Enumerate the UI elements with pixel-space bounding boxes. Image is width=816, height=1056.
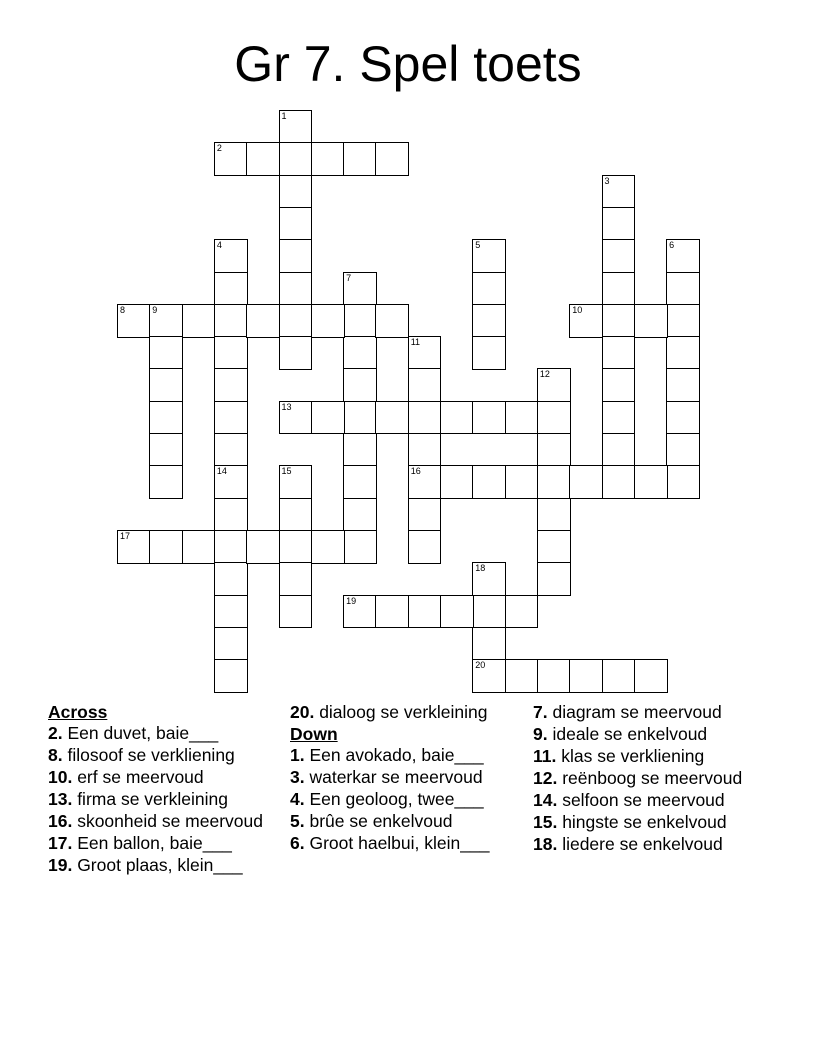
- cell-number: 15: [281, 466, 292, 477]
- grid-cell[interactable]: [279, 304, 313, 338]
- grid-cell[interactable]: [408, 465, 442, 499]
- grid-cell[interactable]: [279, 175, 313, 209]
- clues-column-1: [48, 702, 280, 877]
- grid-cell[interactable]: [602, 304, 636, 338]
- clue-text: Een ballon, baie___: [72, 833, 232, 853]
- grid-cell[interactable]: [408, 368, 442, 402]
- cell-number: 20: [475, 660, 486, 671]
- grid-cell[interactable]: [279, 239, 313, 273]
- grid-cell[interactable]: [343, 368, 377, 402]
- clue-number: 2.: [48, 723, 63, 743]
- down-clue: [290, 767, 510, 787]
- grid-cell[interactable]: [214, 627, 248, 661]
- clue-number: 3.: [290, 767, 305, 787]
- grid-cell[interactable]: [408, 401, 442, 435]
- grid-cell[interactable]: [408, 498, 442, 532]
- grid-cell[interactable]: [666, 304, 700, 338]
- grid-cell[interactable]: [537, 562, 571, 596]
- down-clue: [533, 768, 773, 788]
- grid-cell[interactable]: [279, 465, 313, 499]
- down-clue: [533, 702, 773, 722]
- clue-number: 12.: [533, 768, 558, 788]
- grid-cell[interactable]: [375, 304, 409, 338]
- clue-number: 7.: [533, 702, 548, 722]
- grid-cell[interactable]: [182, 304, 216, 338]
- grid-cell[interactable]: [408, 530, 442, 564]
- grid-cell[interactable]: [440, 401, 474, 435]
- grid-cell[interactable]: [472, 465, 506, 499]
- grid-cell[interactable]: [279, 562, 313, 596]
- grid-cell[interactable]: [149, 433, 183, 467]
- grid-cell[interactable]: [214, 530, 248, 564]
- grid-cell[interactable]: [666, 368, 700, 402]
- grid-cell[interactable]: [472, 304, 506, 338]
- cell-number: 2: [216, 143, 222, 154]
- cell-number: 9: [152, 304, 158, 315]
- grid-cell[interactable]: [279, 401, 313, 435]
- grid-cell[interactable]: [505, 659, 539, 693]
- cell-number: 18: [475, 563, 486, 574]
- clue-text: erf se meervoud: [72, 767, 204, 787]
- grid-cell[interactable]: [311, 304, 345, 338]
- grid-cell[interactable]: [343, 595, 377, 629]
- grid-cell[interactable]: [666, 272, 700, 306]
- clue-text: selfoon se meervoud: [557, 790, 725, 810]
- grid-cell[interactable]: [569, 304, 603, 338]
- grid-cell[interactable]: [246, 142, 280, 176]
- grid-cell[interactable]: [214, 142, 248, 176]
- clue-number: 18.: [533, 834, 558, 854]
- grid-cell[interactable]: [408, 595, 442, 629]
- down-clue: [533, 746, 773, 766]
- grid-cell[interactable]: [279, 272, 313, 306]
- grid-cell[interactable]: [602, 175, 636, 209]
- cell-number: 19: [346, 595, 357, 606]
- clue-number: 17.: [48, 833, 73, 853]
- grid-cell[interactable]: [214, 465, 248, 499]
- grid-cell[interactable]: [537, 368, 571, 402]
- across-clue: [48, 833, 280, 853]
- grid-cell[interactable]: [343, 142, 377, 176]
- clue-text: diagram se meervoud: [547, 702, 722, 722]
- clue-text: reënboog se meervoud: [557, 768, 743, 788]
- grid-cell[interactable]: [214, 401, 248, 435]
- clue-text: firma se verkleining: [72, 789, 228, 809]
- grid-cell[interactable]: [279, 142, 313, 176]
- clue-number: 1.: [290, 745, 305, 765]
- clue-text: filosoof se verkliening: [62, 745, 235, 765]
- grid-cell[interactable]: [505, 595, 539, 629]
- down-clue: [290, 745, 510, 765]
- clue-text: Een geoloog, twee___: [304, 789, 484, 809]
- grid-cell[interactable]: [149, 304, 183, 338]
- grid-cell[interactable]: [343, 530, 377, 564]
- grid-cell[interactable]: [440, 595, 474, 629]
- grid-cell[interactable]: [149, 368, 183, 402]
- clue-text: klas se verkliening: [556, 746, 705, 766]
- grid-cell[interactable]: [279, 110, 313, 144]
- grid-cell[interactable]: [149, 530, 183, 564]
- across-clue: [48, 767, 280, 787]
- clue-number: 16.: [48, 811, 73, 831]
- cell-number: 5: [475, 240, 481, 251]
- grid-cell[interactable]: [246, 304, 280, 338]
- grid-cell[interactable]: [408, 336, 442, 370]
- grid-cell[interactable]: [440, 465, 474, 499]
- grid-cell[interactable]: [537, 498, 571, 532]
- clue-text: hingste se enkelvoud: [557, 812, 727, 832]
- grid-cell[interactable]: [472, 272, 506, 306]
- clue-number: 14.: [533, 790, 558, 810]
- grid-cell[interactable]: [602, 207, 636, 241]
- page-title: Gr 7. Spel toets: [234, 36, 582, 92]
- grid-cell[interactable]: [569, 659, 603, 693]
- grid-cell[interactable]: [602, 272, 636, 306]
- clue-number: 8.: [48, 745, 63, 765]
- down-clue: [533, 790, 773, 810]
- down-heading: Down: [290, 724, 338, 744]
- grid-cell[interactable]: [602, 433, 636, 467]
- clue-number: 20.: [290, 702, 315, 722]
- grid-cell[interactable]: [279, 530, 313, 564]
- grid-cell[interactable]: [602, 336, 636, 370]
- clue-number: 4.: [290, 789, 305, 809]
- grid-cell[interactable]: [149, 465, 183, 499]
- grid-cell[interactable]: [117, 304, 151, 338]
- clue-number: 19.: [48, 855, 73, 875]
- grid-cell[interactable]: [117, 530, 151, 564]
- grid-cell[interactable]: [149, 336, 183, 370]
- grid-cell[interactable]: [472, 562, 506, 596]
- across-clue: [48, 723, 280, 743]
- clue-text: ideale se enkelvoud: [547, 724, 708, 744]
- grid-cell[interactable]: [505, 465, 539, 499]
- clues-column-3: [533, 702, 773, 856]
- cell-number: 7: [346, 272, 352, 283]
- grid-cell[interactable]: [472, 627, 506, 661]
- grid-cell[interactable]: [214, 272, 248, 306]
- clue-text: dialoog se verkleining: [314, 702, 488, 722]
- clue-number: 6.: [290, 833, 305, 853]
- grid-cell[interactable]: [279, 207, 313, 241]
- grid-cell[interactable]: [602, 368, 636, 402]
- clue-text: Een duvet, baie___: [62, 723, 219, 743]
- grid-cell[interactable]: [666, 239, 700, 273]
- grid-cell[interactable]: [149, 401, 183, 435]
- clue-text: Groot plaas, klein___: [72, 855, 243, 875]
- clues-column-2: [290, 702, 510, 855]
- cell-number: 1: [281, 111, 287, 121]
- down-clue: [290, 833, 510, 853]
- clue-text: Groot haelbui, klein___: [304, 833, 490, 853]
- grid-cell[interactable]: [472, 336, 506, 370]
- grid-cell[interactable]: [666, 465, 700, 499]
- cell-number: 17: [120, 530, 131, 541]
- grid-cell[interactable]: [279, 336, 313, 370]
- grid-cell[interactable]: [537, 433, 571, 467]
- grid-cell[interactable]: [602, 401, 636, 435]
- down-clue: [533, 834, 773, 854]
- clue-text: Een avokado, baie___: [304, 745, 484, 765]
- clue-number: 5.: [290, 811, 305, 831]
- down-clue: [290, 811, 510, 831]
- grid-cell[interactable]: [634, 465, 668, 499]
- grid-cell[interactable]: [666, 433, 700, 467]
- down-clue: [533, 724, 773, 744]
- clue-text: brûe se enkelvoud: [304, 811, 453, 831]
- grid-cell[interactable]: [343, 304, 377, 338]
- grid-cell[interactable]: [537, 530, 571, 564]
- down-clue: [533, 812, 773, 832]
- grid-cell[interactable]: [634, 659, 668, 693]
- across-heading: Across: [48, 702, 108, 722]
- clue-number: 15.: [533, 812, 558, 832]
- clue-number: 10.: [48, 767, 73, 787]
- grid-cell[interactable]: [182, 530, 216, 564]
- grid-cell[interactable]: [472, 595, 506, 629]
- grid-cell[interactable]: [279, 595, 313, 629]
- clue-text: waterkar se meervoud: [304, 767, 483, 787]
- grid-cell[interactable]: [666, 401, 700, 435]
- down-clue: [290, 789, 510, 809]
- grid-cell[interactable]: [375, 595, 409, 629]
- grid-cell[interactable]: [505, 401, 539, 435]
- across-clue: [48, 855, 280, 875]
- cell-number: 16: [410, 466, 421, 477]
- grid-cell[interactable]: [214, 368, 248, 402]
- clue-text: liedere se enkelvoud: [557, 834, 723, 854]
- clue-text: skoonheid se meervoud: [72, 811, 263, 831]
- clue-number: 9.: [533, 724, 548, 744]
- grid-cell[interactable]: [343, 465, 377, 499]
- grid-cell[interactable]: [569, 465, 603, 499]
- cell-number: 10: [572, 304, 583, 315]
- grid-cell[interactable]: [537, 465, 571, 499]
- grid-cell[interactable]: [343, 401, 377, 435]
- grid-cell[interactable]: [279, 498, 313, 532]
- grid-cell[interactable]: [375, 142, 409, 176]
- clue-number: 13.: [48, 789, 73, 809]
- grid-cell[interactable]: [214, 336, 248, 370]
- grid-cell[interactable]: [343, 433, 377, 467]
- cell-number: 12: [539, 369, 550, 380]
- grid-cell[interactable]: [602, 239, 636, 273]
- grid-cell[interactable]: [537, 401, 571, 435]
- grid-cell[interactable]: [246, 530, 280, 564]
- grid-cell[interactable]: [343, 272, 377, 306]
- grid-cell[interactable]: [408, 433, 442, 467]
- grid-cell[interactable]: [214, 562, 248, 596]
- cell-number: 11: [410, 337, 421, 348]
- grid-cell[interactable]: [472, 401, 506, 435]
- across-clue: [290, 702, 510, 722]
- grid-cell[interactable]: [214, 595, 248, 629]
- grid-cell[interactable]: [343, 336, 377, 370]
- clue-number: 11.: [533, 746, 557, 766]
- grid-cell[interactable]: [472, 239, 506, 273]
- grid-cell[interactable]: [214, 659, 248, 693]
- grid-cell[interactable]: [343, 498, 377, 532]
- grid-cell[interactable]: [311, 401, 345, 435]
- across-clue: [48, 789, 280, 809]
- grid-cell[interactable]: [602, 465, 636, 499]
- cell-number: 4: [216, 240, 222, 251]
- across-clue: [48, 745, 280, 765]
- cell-number: 14: [216, 466, 227, 477]
- grid-cell[interactable]: [375, 401, 409, 435]
- grid-cell[interactable]: [666, 336, 700, 370]
- cell-number: 13: [281, 401, 292, 412]
- cell-number: 6: [669, 240, 675, 251]
- grid-cell[interactable]: [537, 659, 571, 693]
- grid-cell[interactable]: [602, 659, 636, 693]
- grid-cell[interactable]: [634, 304, 668, 338]
- grid-cell[interactable]: [214, 498, 248, 532]
- grid-cell[interactable]: [214, 304, 248, 338]
- grid-cell[interactable]: [214, 239, 248, 273]
- grid-cell[interactable]: [472, 659, 506, 693]
- grid-cell[interactable]: [311, 530, 345, 564]
- grid-cell[interactable]: [311, 142, 345, 176]
- grid-cell[interactable]: [214, 433, 248, 467]
- across-clue: [48, 811, 280, 831]
- cell-number: 8: [120, 304, 126, 315]
- cell-number: 3: [604, 175, 610, 186]
